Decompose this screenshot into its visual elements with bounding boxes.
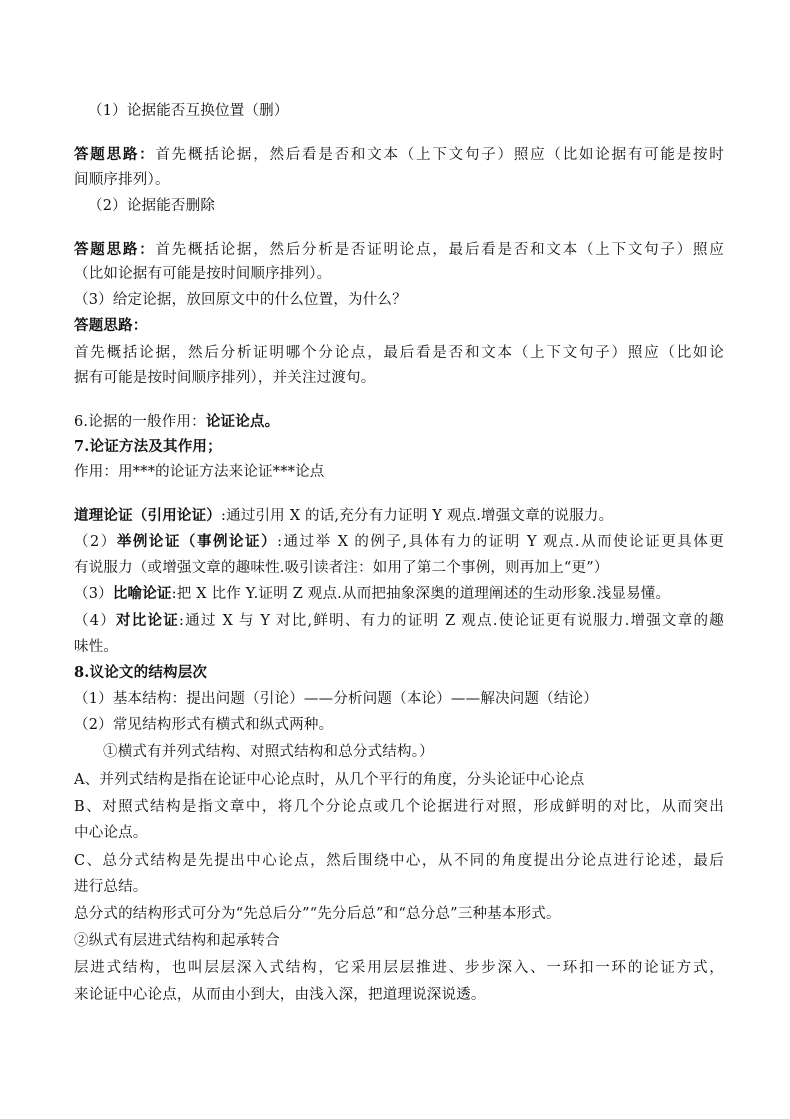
vertical-structure: ②纵式有层进式结构和起承转合 — [74, 933, 280, 949]
answer-approach-3: 首先概括论据，然后分析证明哪个分论点，最后看是否和文本（上下文句子）照应（比如论 — [74, 345, 724, 361]
method-contrast-cont: 味性。 — [74, 639, 119, 655]
contrast-structure-cont: 中心论点。 — [74, 825, 148, 841]
section-7-heading: 7.论证方法及其作用； — [74, 438, 222, 455]
answer-approach-1: 答题思路：首先概括论据，然后看是否和文本（上下文句子）照应（比如论据有可能是按时 — [74, 146, 725, 163]
section-7-function: 作用：用***的论证方法来论证***论点 — [74, 464, 325, 480]
item-1-heading: （1）论据能否互换位置（删） — [88, 103, 289, 119]
parallel-structure: A、并列式结构是指在论证中心论点时，从几个平行的角度，分头论证中心论点 — [74, 772, 585, 788]
answer-approach-1-cont: 间顺序排列）。 — [74, 172, 170, 188]
method-reasoning: 道理论证（引用论证）:通过引用 X 的话,充分有力证明 Y 观点.增强文章的说服力。 — [74, 507, 614, 524]
progressive-structure: 层进式结构，也叫层层深入式结构，它采用层层推进、步步深入、一环扣一环的论证方式， — [74, 960, 724, 976]
method-metaphor: （3）比喻论证:把 X 比作 Y.证明 Z 观点.从而把抽象深奥的道理阐述的生动形象.浅显易懂。 — [74, 585, 671, 602]
item-3-heading: （3）给定论据，放回原文中的什么位置，为什么？ — [74, 292, 407, 308]
section-8-basic-structure: （1）基本结构：提出问题（引论）——分析问题（本论）——解决问题（结论） — [74, 691, 598, 707]
general-specific-forms: 总分式的结构形式可分为“先总后分”“先分后总”和“总分总”三种基本形式。 — [74, 906, 561, 922]
general-specific-structure: C、总分式结构是先提出中心论点，然后围绕中心，从不同的角度提出分论点进行论述，最后 — [74, 853, 724, 869]
answer-approach-3-cont: 据有可能是按时间顺序排列），并关注过渡句。 — [74, 370, 376, 386]
general-specific-structure-cont: 进行总结。 — [74, 879, 148, 895]
progressive-structure-cont: 来论证中心论点，从而由小到大，由浅入深，把道理说深说透。 — [74, 987, 486, 1003]
section-6: 6.论据的一般作用：论证论点。 — [74, 413, 280, 430]
section-8-heading: 8.议论文的结构层次 — [74, 664, 208, 681]
answer-approach-label: 答题思路： — [74, 146, 156, 163]
section-8-common-forms: （2）常见结构形式有横式和纵式两种。 — [74, 717, 334, 733]
horizontal-structure: ①横式有并列式结构、对照式结构和总分式结构。） — [103, 744, 434, 760]
method-example: （2）举例论证（事例论证）:通过举 X 的例子,具体有力的证明 Y 观点.从而使论证更具体更 — [74, 533, 724, 550]
method-contrast: （4）对比论证:通过 X 与 Y 对比,鲜明、有力的证明 Z 观点.使论证更有说服力.增强文章的趣 — [74, 612, 724, 629]
contrast-structure: B、对照式结构是指文章中，将几个分论点或几个论据进行对照，形成鲜明的对比，从而突出 — [74, 799, 724, 815]
method-example-cont: 有说服力（或增强文章的趣味性.吸引读者注：如用了第二个事例，则再加上“更”） — [74, 560, 609, 576]
answer-approach-3-label: 答题思路： — [74, 317, 148, 334]
answer-approach-label: 答题思路： — [74, 241, 156, 258]
answer-approach-2-cont: （比如论据有可能是按时间顺序排列）。 — [74, 266, 332, 282]
item-2-heading: （2）论据能否删除 — [88, 198, 216, 214]
answer-approach-2: 答题思路：首先概括论据，然后分析是否证明论点，最后看是否和文本（上下文句子）照应 — [74, 241, 725, 258]
